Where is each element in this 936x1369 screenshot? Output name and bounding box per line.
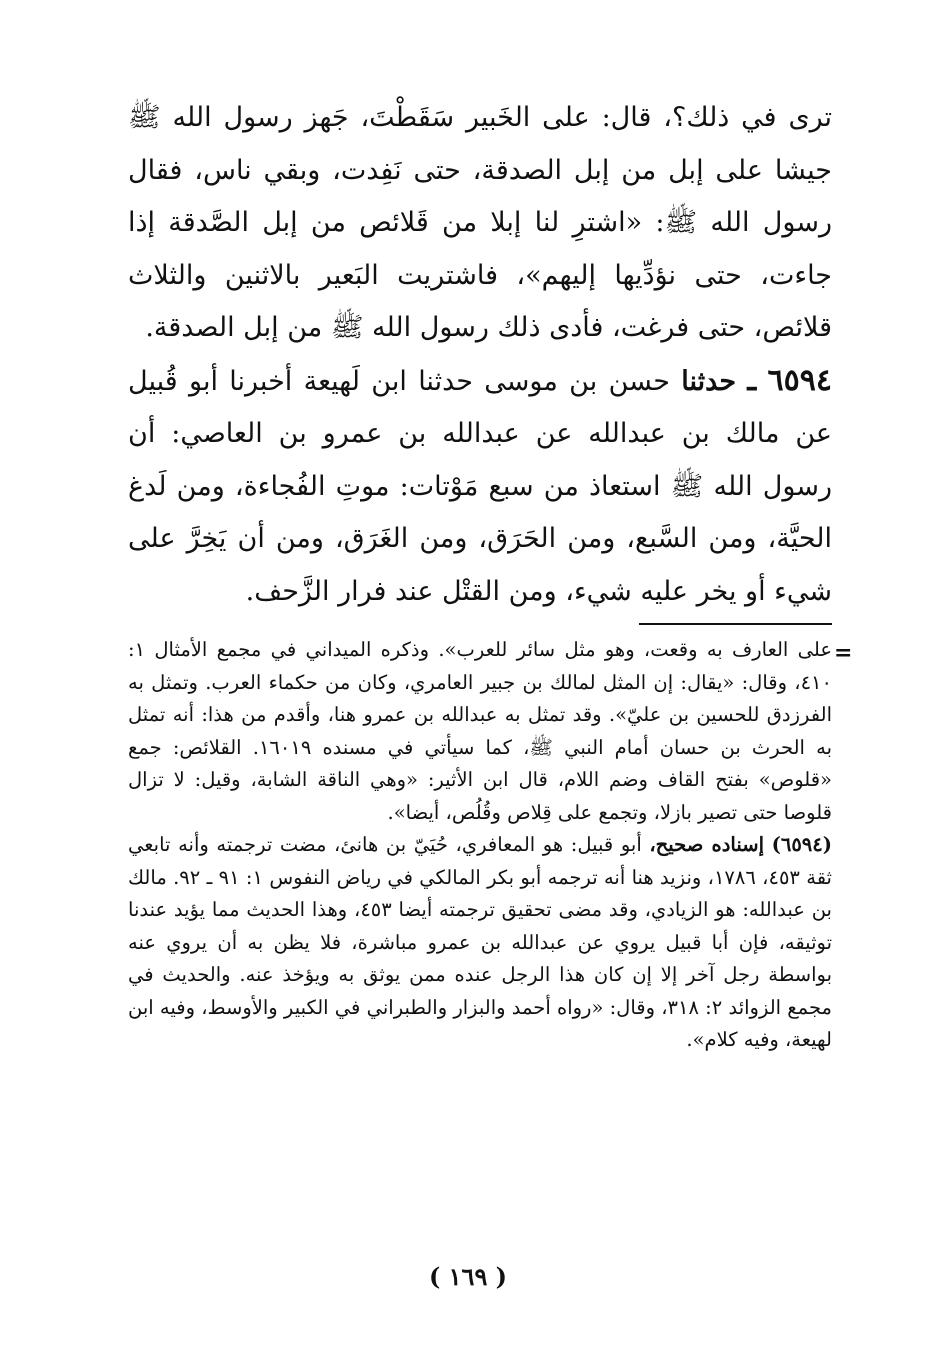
hadith-paragraph (128, 355, 832, 619)
footnote-separator-rule (639, 623, 832, 625)
footnote-text: أبو قبيل: هو المعافري، حُيَيّ بن هانئ، مضت ترجمته وأنه تابعي ثقة ٤٥٣، ١٧٨٦، ونزيد هنا أنه ترجمه أبو بكر المالكي في رياض النفوس ١: ٩١ ـ ٩٢. مالك بن عبدالله: هو الزيادي، وقد مضى تحقيق ترجمته أيضا ٤٥٣، وهذا الحديث مما يؤيد عندنا توثيقه، فإن أبا قبيل يروي عن عبدالله بن عمرو مباشرة، فلا يظن به أن يروي عنه بواسطة رجل آخر إلا إن كان هذا الرجل عنده ممن يوثق به ويؤخذ عنه. والحديث في مجمع الزوائد ٢: ٣١٨، وقال: «رواه أحمد والبزار والطبراني في الكبير والأوسط، وفيه ابن لهيعة، وفيه كلام». (128, 833, 832, 1051)
hadith-separator: ـ (747, 362, 757, 398)
footnote-keyword: إسناده صحيح، (649, 833, 764, 856)
footnote-6594 (128, 829, 832, 1057)
hadith-text: حسن بن موسى حدثنا ابن لَهيعة أخبرنا أبو قُبيل عن مالك بن عبدالله عن عبدالله بن عمرو بن العاصي: أن رسول الله ﷺ استعاذ من سبع مَوْتات: موتِ الفُجاءة، ومن لَدغ الحيَّة، ومن السَّبع، ومن الحَرَق، ومن الغَرَق، ومن أن يَخِرَّ على شيء أو يخر عليه شيء، ومن القتْل عند فرار الزَّحف. (128, 365, 832, 607)
main-text (128, 92, 832, 618)
footnote-number: (٦٥٩٤) (771, 833, 832, 856)
hadith-keyword: حدثنا (681, 365, 737, 397)
footnote-continuation-marker: = (834, 640, 853, 666)
footnotes (128, 634, 832, 1057)
continued-footnote: على العارف به وقعت، وهو مثل سائر للعرب». وذكره الميداني في مجمع الأمثال ١: ٤١٠، وقال: «يقال: إن المثل لمالك بن جبير العامري، وكان من حكماء العرب. وتمثل به الفرزدق للحسين بن عليّ». وقد تمثل به عبدالله بن عمرو هنا، وأقدم من هذا: أنه تمثل به الحرث بن حسان أمام النبي ﷺ، كما سيأتي في مسنده ١٦٠١٩. القلائص: جمع «قلوص» بفتح القاف وضم اللام، قال ابن الأثير: «وهي الناقة الشابة، وقيل: لا تزال قلوصا حتى تصير بازلا، وتجمع على قِلاص وقُلُص، أيضا». (128, 638, 832, 824)
hadith-number: ٦٥٩٤ (767, 362, 832, 398)
intro-paragraph: ترى في ذلك؟، قال: على الخَبير سَقَطْتَ، جَهز رسول الله ﷺ جيشا على إبل من إبل الصدقة، حتى نَفِدت، وبقي ناس، فقال رسول الله ﷺ: «اشترِ لنا إبلا من قَلائص من إبل الصَّدقة إذا جاءت، حتى نؤدِّيها إليهم»، فاشتريت البَعير بالاثنين والثلاث قلائص، حتى فرغت، فأدى ذلك رسول الله ﷺ من إبل الصدقة. (128, 102, 832, 343)
page-number: ( ١٦٩ ) (428, 1262, 508, 1291)
